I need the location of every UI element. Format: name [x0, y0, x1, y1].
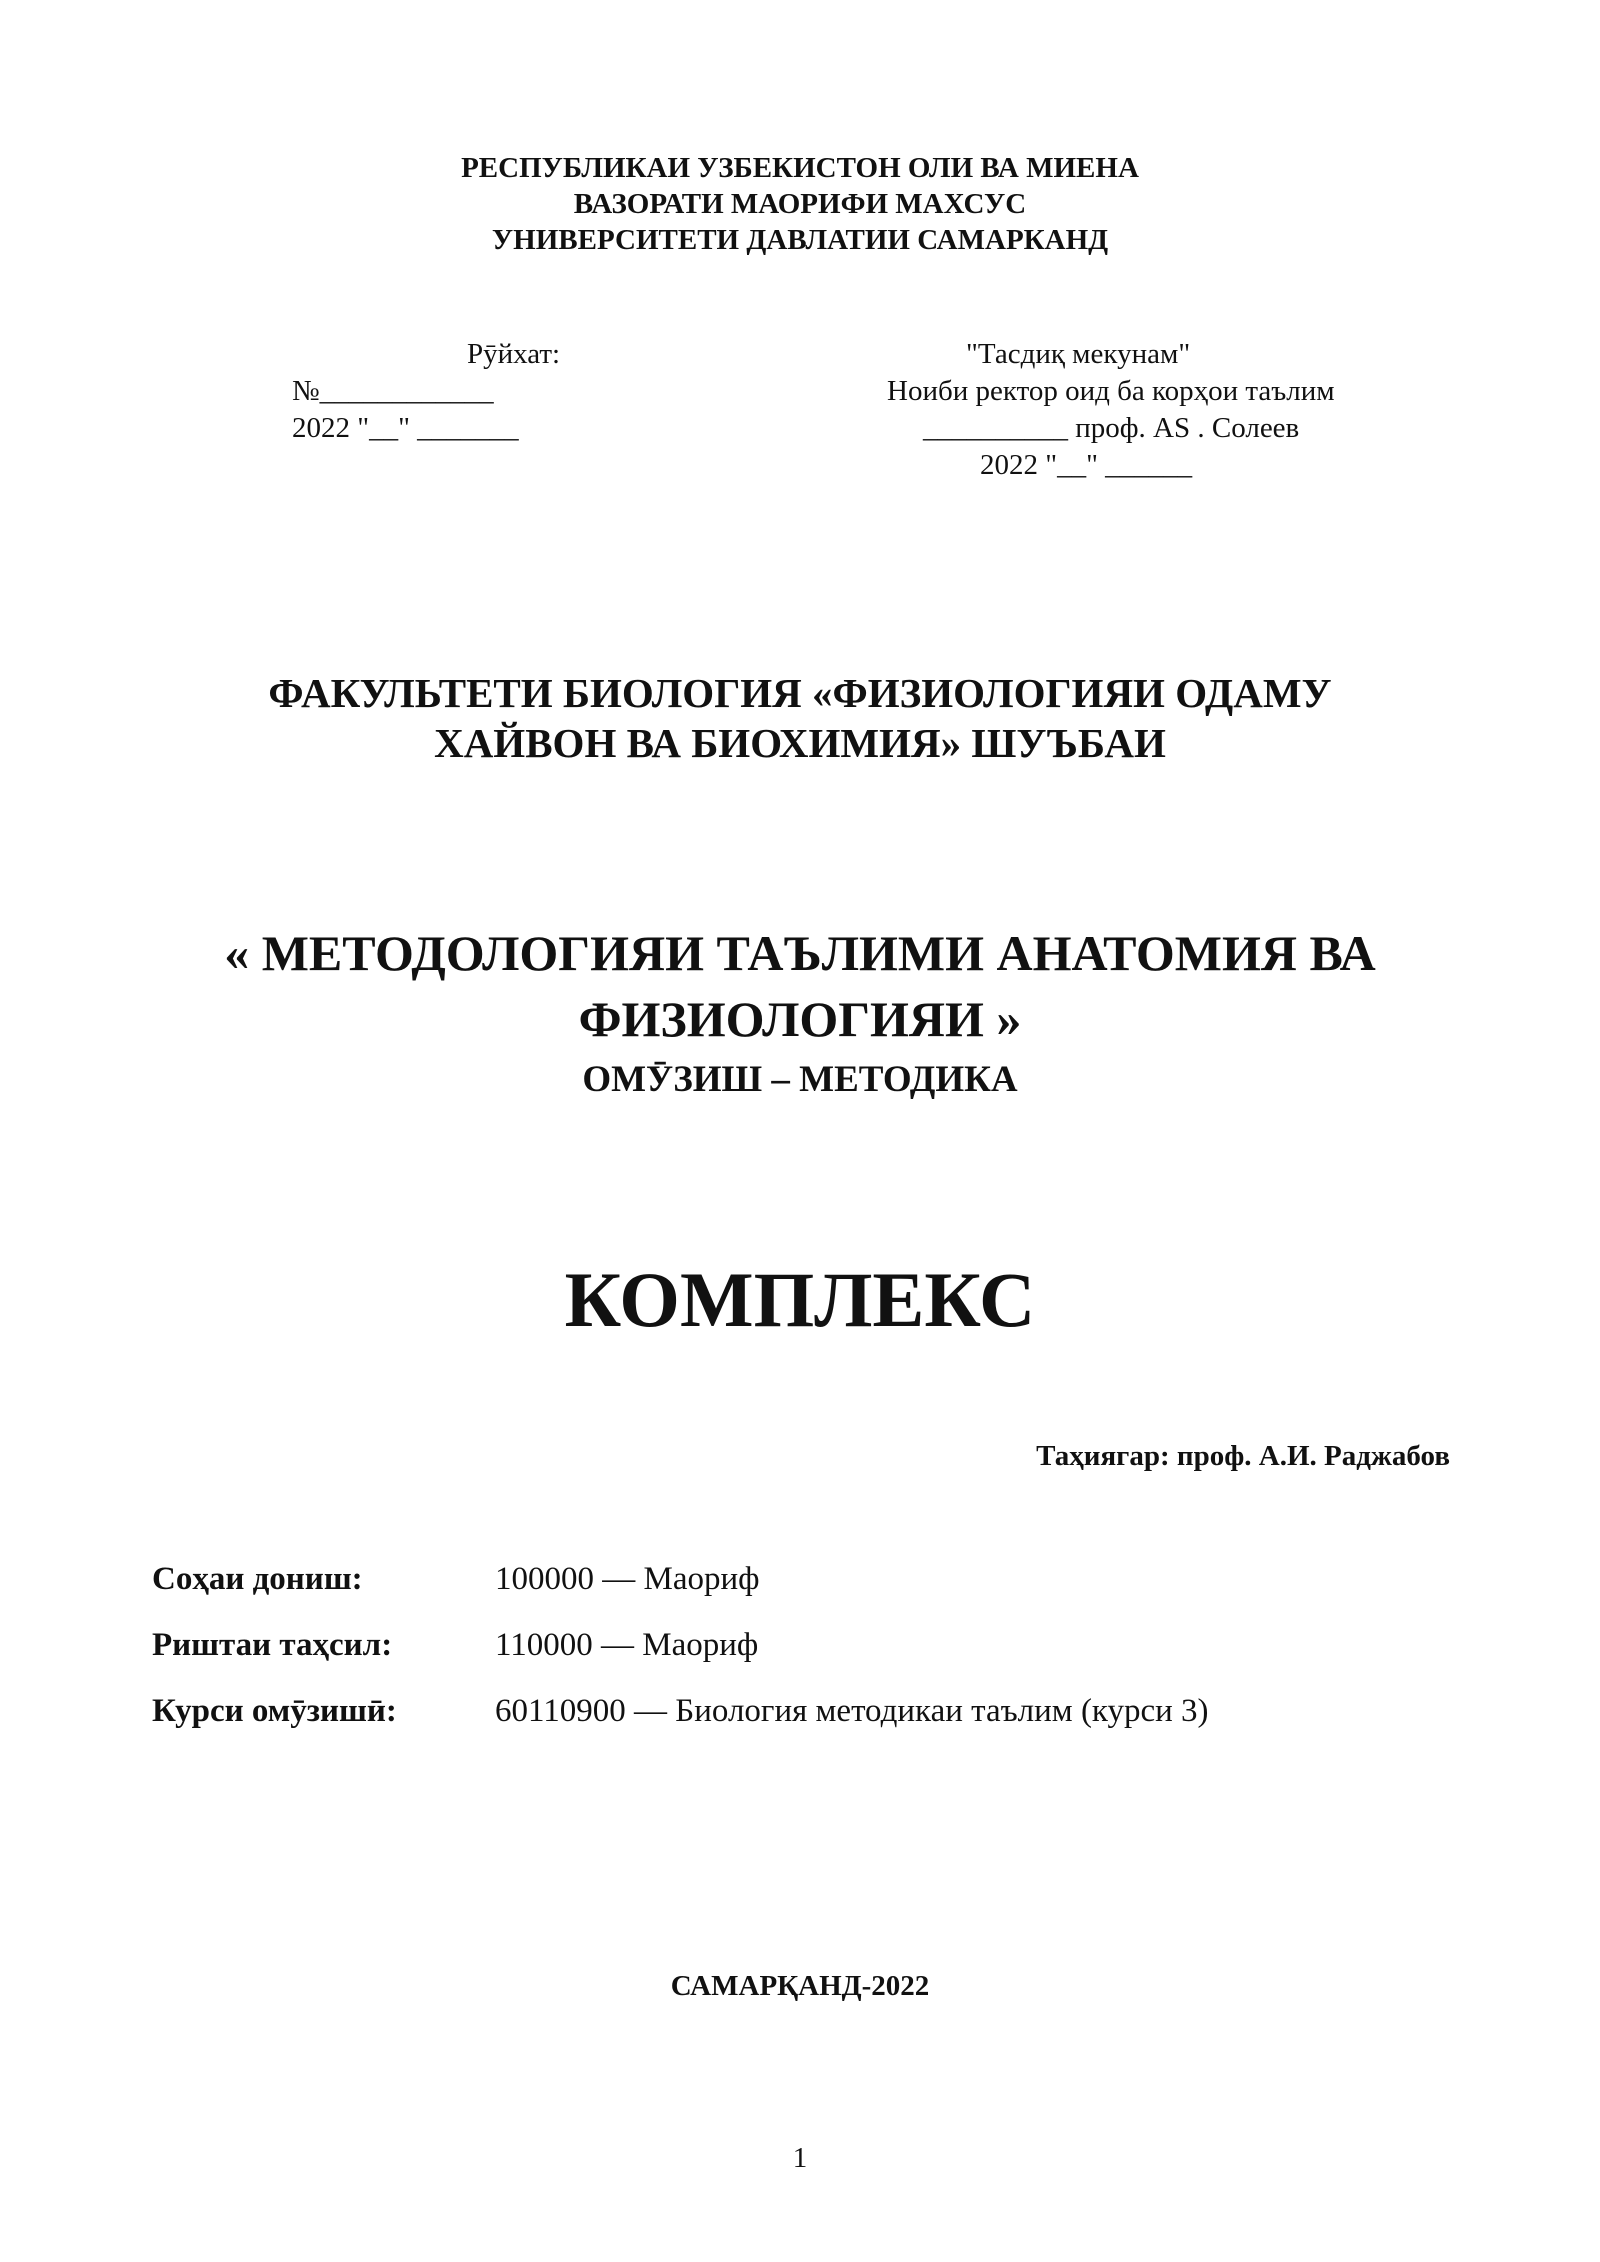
approval-block [840, 336, 1520, 484]
course-title-line: ФИЗИОЛОГИЯИ » [578, 991, 1022, 1047]
page-number: 1 [792, 2142, 808, 2174]
field-row [152, 1612, 1452, 1678]
registration-title: Рӯйхат: [467, 338, 561, 370]
field-label: Риштаи таҳсил: [152, 1626, 393, 1663]
field-value: 60110900 — Биология методикаи таълим (курси 3) [495, 1692, 1209, 1729]
ministry-line: РЕСПУБЛИКАИ УЗБЕКИСТОН ОЛИ ВА МИЕНА [461, 152, 1139, 184]
course-title [0, 920, 1600, 1052]
author-line: Таҳиягар: проф. А.И. Раджабов [1036, 1440, 1450, 1472]
faculty-line: ФАКУЛЬТЕТИ БИОЛОГИЯ «ФИЗИОЛОГИЯИ ОДАМУ [268, 670, 1332, 716]
field-value: 100000 — Маориф [495, 1560, 760, 1597]
field-label: Курси омӯзишӣ: [152, 1692, 397, 1729]
course-subtitle: ОМӮЗИШ – МЕТОДИКА [582, 1059, 1018, 1100]
field-row [152, 1678, 1452, 1744]
faculty-heading [0, 668, 1600, 768]
approval-signature: __________ проф. AS . Солеев [923, 412, 1300, 444]
approval-role: Ноиби ректор оид ба корҳои таълим [887, 375, 1335, 407]
field-label: Соҳаи дониш: [152, 1560, 363, 1597]
registration-block [292, 336, 712, 447]
registration-number: №____________ [292, 375, 494, 407]
ministry-line: ВАЗОРАТИ МАОРИФИ МАХСУС [573, 188, 1027, 220]
field-value: 110000 — Маориф [495, 1626, 759, 1663]
faculty-line: ХАЙВОН ВА БИОХИМИЯ» ШУЪБАИ [434, 720, 1166, 766]
approval-title: "Тасдиқ мекунам" [966, 338, 1191, 370]
approval-date: 2022 "__" ______ [980, 449, 1193, 481]
course-fields [152, 1546, 1452, 1744]
registration-date: 2022 "__" _______ [292, 412, 519, 444]
ministry-header [0, 150, 1600, 258]
field-row [152, 1546, 1452, 1612]
course-title-line: « МЕТОДОЛОГИЯИ ТАЪЛИМИ АНАТОМИЯ ВА [224, 925, 1376, 981]
university-name: УНИВЕРСИТЕТИ ДАВЛАТИИ САМАРКАНД [491, 224, 1109, 256]
document-type-title: КОМПЛЕКС [564, 1256, 1036, 1343]
city-year: САМАРҚАНД-2022 [670, 1970, 930, 2002]
